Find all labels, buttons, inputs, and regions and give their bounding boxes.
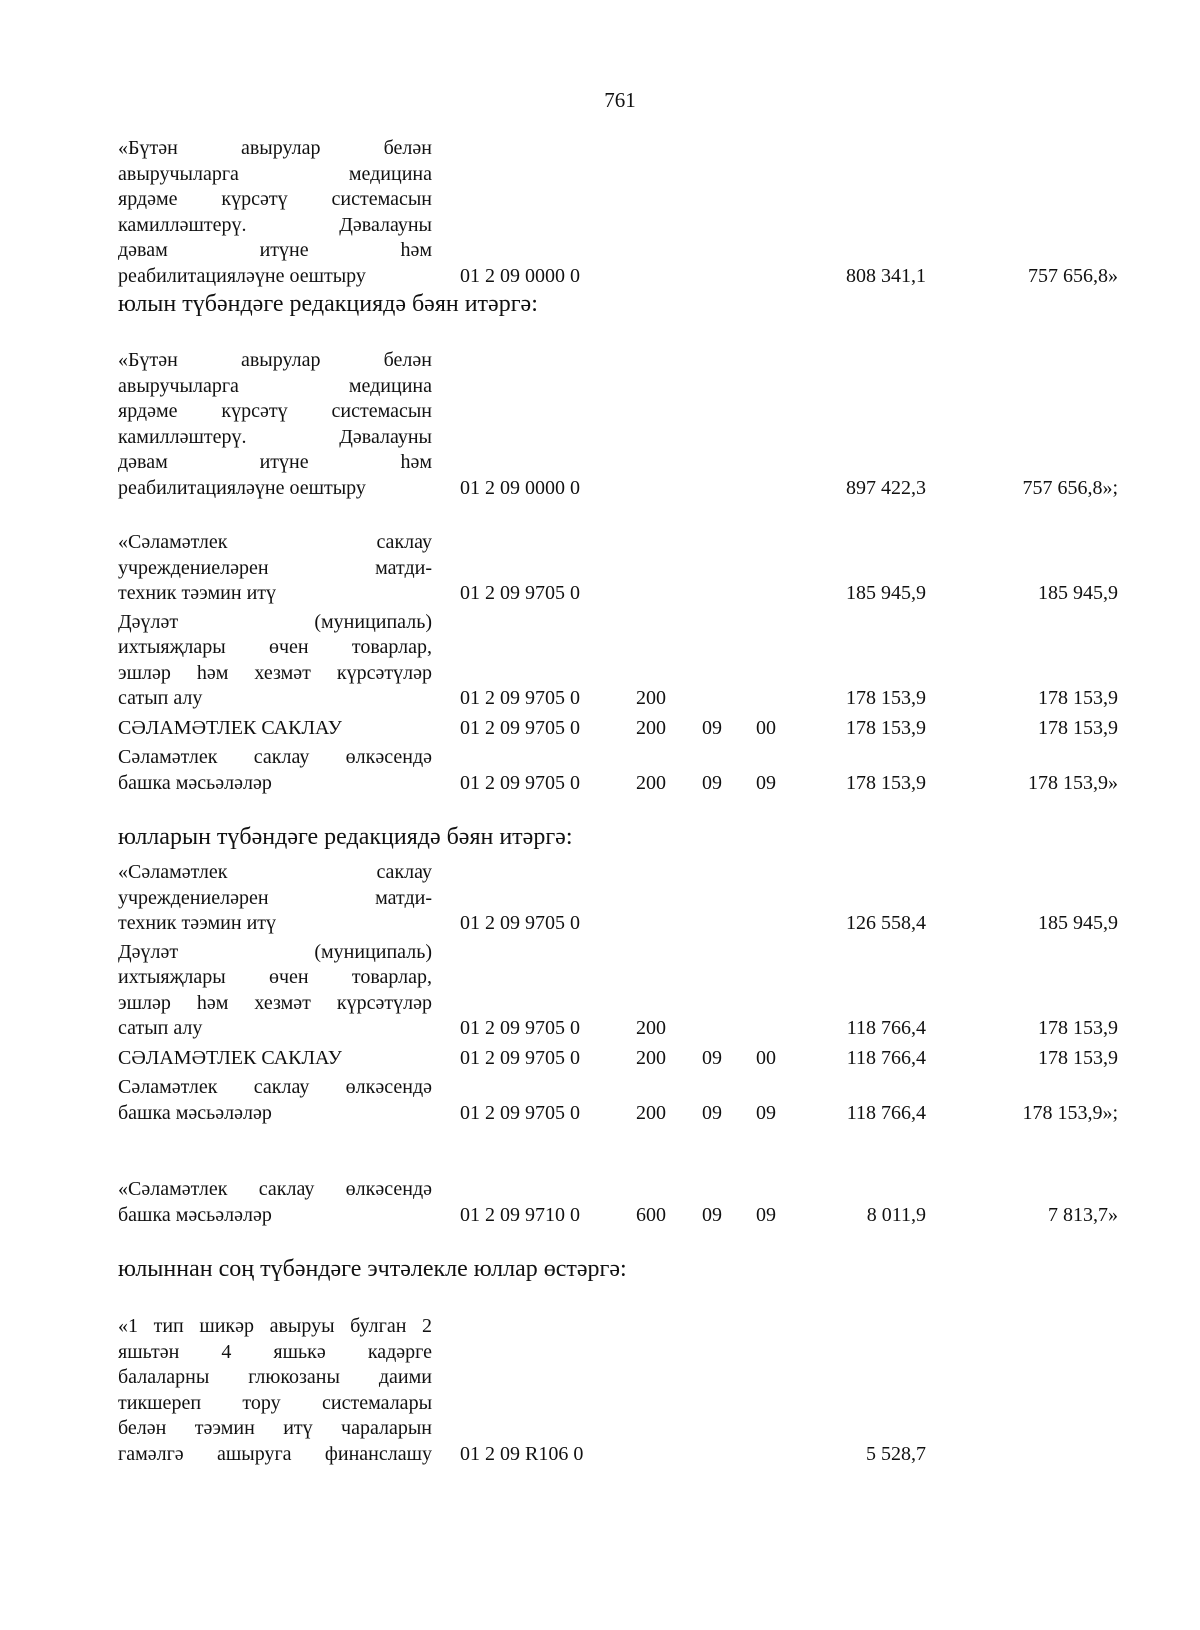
table-row <box>118 1314 1118 1467</box>
row-description <box>118 1177 432 1228</box>
replacement-row-block <box>118 348 1118 501</box>
table-row <box>118 716 1118 742</box>
description-line: ярдәме күрсәтү системасын <box>118 400 432 422</box>
section-code: 09 <box>702 771 722 794</box>
table-row <box>118 136 1118 289</box>
description-line: «Сәламәтлек саклау <box>118 531 432 553</box>
subsection-code: 00 <box>756 716 776 739</box>
description-line: «Бүтән авырулар белән <box>118 349 432 371</box>
description-line: СӘЛАМӘТЛЕК САКЛАУ <box>118 1046 342 1069</box>
expense-type-code: 200 <box>636 1046 666 1069</box>
amendment-instruction: юлларын түбәндәге редакциядә бәян итәргә: <box>118 824 573 850</box>
description-line: тикшереп тору системалары <box>118 1391 432 1414</box>
expense-type-code: 200 <box>636 716 666 739</box>
row-description <box>118 716 432 742</box>
subsection-code: 09 <box>756 1203 776 1226</box>
amount-year-1: 126 558,4 <box>846 912 926 934</box>
row-description <box>118 1046 432 1072</box>
description-line: яшьтән 4 яшькә кадәрге <box>118 1340 432 1363</box>
description-line: реабилитацияләүне оештыру <box>118 264 366 287</box>
description-line: сатып алу <box>118 1017 203 1039</box>
description-line: «Сәламәтлек саклау өлкәсендә <box>118 1178 432 1200</box>
amount-year-2: 7 813,7» <box>1048 1203 1118 1226</box>
section-code: 09 <box>702 1203 722 1226</box>
amount-year-2: 757 656,8»; <box>1022 476 1118 499</box>
amount-year-1: 178 153,9 <box>846 687 926 709</box>
row-description <box>118 1075 432 1126</box>
row-description <box>118 610 432 712</box>
expense-type-code: 600 <box>636 1203 666 1226</box>
original-rows-block <box>118 530 1118 796</box>
description-line: башка мәсьәләләр <box>118 1203 272 1226</box>
description-line: учреждениеләрен матди- <box>118 556 432 579</box>
new-row-block <box>118 1314 1118 1467</box>
description-line: Сәламәтлек саклау өлкәсендә <box>118 746 432 768</box>
amount-year-2: 178 153,9 <box>1038 716 1118 739</box>
table-row <box>118 940 1118 1042</box>
description-line: авыручыларга медицина <box>118 162 432 185</box>
amount-year-1: 118 766,4 <box>846 1046 926 1069</box>
expense-type-code: 200 <box>636 687 666 709</box>
description-line: башка мәсьәләләр <box>118 771 272 794</box>
target-article-code: 01 2 09 9705 0 <box>460 716 580 739</box>
description-line: камилләштерү. Дәвалауны <box>118 425 432 448</box>
description-line: белән тәэмин итү чараларын <box>118 1417 432 1439</box>
description-line: техник тәэмин итү <box>118 582 277 604</box>
description-line: ярдәме күрсәтү системасын <box>118 188 432 210</box>
amount-year-1: 897 422,3 <box>846 476 926 499</box>
description-line: эшләр һәм хезмәт күрсәтүләр <box>118 991 432 1014</box>
amount-year-1: 808 341,1 <box>846 264 926 287</box>
description-line: авыручыларга медицина <box>118 374 432 397</box>
amount-year-2: 185 945,9 <box>1038 582 1118 604</box>
description-line: Дәүләт (муниципаль) <box>118 610 432 633</box>
section-code: 09 <box>702 1046 722 1069</box>
description-line: СӘЛАМӘТЛЕК САКЛАУ <box>118 716 342 739</box>
target-article-code: 01 2 09 9710 0 <box>460 1203 580 1226</box>
amount-year-2: 757 656,8» <box>1028 264 1118 287</box>
table-row <box>118 610 1118 712</box>
description-line: учреждениеләрен матди- <box>118 886 432 909</box>
description-line: гамәлгә ашыруга финанслашу <box>118 1442 432 1465</box>
expense-type-code: 200 <box>636 771 666 794</box>
table-row <box>118 1075 1118 1126</box>
description-line: реабилитацияләүне оештыру <box>118 476 366 499</box>
row-description <box>118 940 432 1042</box>
amount-year-1: 178 153,9 <box>846 716 926 739</box>
description-line: башка мәсьәләләр <box>118 1101 272 1124</box>
table-row <box>118 1177 1118 1228</box>
description-line: ихтыяҗлары өчен товарлар, <box>118 636 432 658</box>
row-description <box>118 530 432 607</box>
target-article-code: 01 2 09 9705 0 <box>460 687 580 709</box>
target-article-code: 01 2 09 9705 0 <box>460 1101 580 1124</box>
original-row-block <box>118 136 1118 289</box>
row-description <box>118 136 432 289</box>
amount-year-2: 185 945,9 <box>1038 912 1118 934</box>
target-article-code: 01 2 09 9705 0 <box>460 771 580 794</box>
row-description <box>118 348 432 501</box>
row-description <box>118 1314 432 1467</box>
section-code: 09 <box>702 716 722 739</box>
amount-year-2: 178 153,9» <box>1028 771 1118 794</box>
table-row <box>118 348 1118 501</box>
target-article-code: 01 2 09 0000 0 <box>460 264 580 287</box>
description-line: дәвам итүне һәм <box>118 239 432 261</box>
table-row <box>118 860 1118 937</box>
description-line: техник тәэмин итү <box>118 912 277 934</box>
row-description <box>118 745 432 796</box>
subsection-code: 09 <box>756 1101 776 1124</box>
amount-year-1: 5 528,7 <box>866 1442 926 1465</box>
description-line: «Бүтән авырулар белән <box>118 137 432 159</box>
description-line: эшләр һәм хезмәт күрсәтүләр <box>118 661 432 684</box>
amendment-instruction: юлын түбәндәге редакциядә бәян итәргә: <box>118 291 538 317</box>
description-line: Сәламәтлек саклау өлкәсендә <box>118 1076 432 1098</box>
replacement-rows-block <box>118 860 1118 1126</box>
amount-year-1: 118 766,4 <box>846 1101 926 1124</box>
amount-year-1: 185 945,9 <box>846 582 926 604</box>
amount-year-1: 8 011,9 <box>866 1203 926 1226</box>
section-code: 09 <box>702 1101 722 1124</box>
subsection-code: 09 <box>756 771 776 794</box>
amount-year-2: 178 153,9 <box>1038 687 1118 709</box>
expense-type-code: 200 <box>636 1017 666 1039</box>
expense-type-code: 200 <box>636 1101 666 1124</box>
target-article-code: 01 2 09 9705 0 <box>460 912 580 934</box>
description-line: камилләштерү. Дәвалауны <box>118 213 432 236</box>
target-article-code: 01 2 09 9705 0 <box>460 582 580 604</box>
target-article-code: 01 2 09 0000 0 <box>460 476 580 499</box>
description-line: ихтыяҗлары өчен товарлар, <box>118 966 432 988</box>
description-line: балаларны глюкозаны даими <box>118 1366 432 1388</box>
table-row <box>118 1046 1118 1072</box>
target-article-code: 01 2 09 R106 0 <box>460 1442 584 1465</box>
target-article-code: 01 2 09 9705 0 <box>460 1046 580 1069</box>
subsection-code: 00 <box>756 1046 776 1069</box>
description-line: дәвам итүне һәм <box>118 451 432 473</box>
row-description <box>118 860 432 937</box>
description-line: «Сәламәтлек саклау <box>118 861 432 883</box>
amount-year-2: 178 153,9»; <box>1022 1101 1118 1124</box>
target-article-code: 01 2 09 9705 0 <box>460 1017 580 1039</box>
description-line: сатып алу <box>118 687 203 709</box>
amount-year-2: 178 153,9 <box>1038 1017 1118 1039</box>
page-number: 761 <box>604 88 636 112</box>
replacement-row-block <box>118 1177 1118 1228</box>
amount-year-2: 178 153,9 <box>1038 1046 1118 1069</box>
amount-year-1: 118 766,4 <box>846 1017 926 1039</box>
table-row <box>118 745 1118 796</box>
table-row <box>118 530 1118 607</box>
amendment-instruction: юлыннан соң түбәндәге эчтәлекле юллар өстәргә: <box>118 1256 627 1282</box>
amount-year-1: 178 153,9 <box>846 771 926 794</box>
description-line: «1 тип шикәр авыруы булган 2 <box>118 1315 432 1337</box>
description-line: Дәүләт (муниципаль) <box>118 940 432 963</box>
